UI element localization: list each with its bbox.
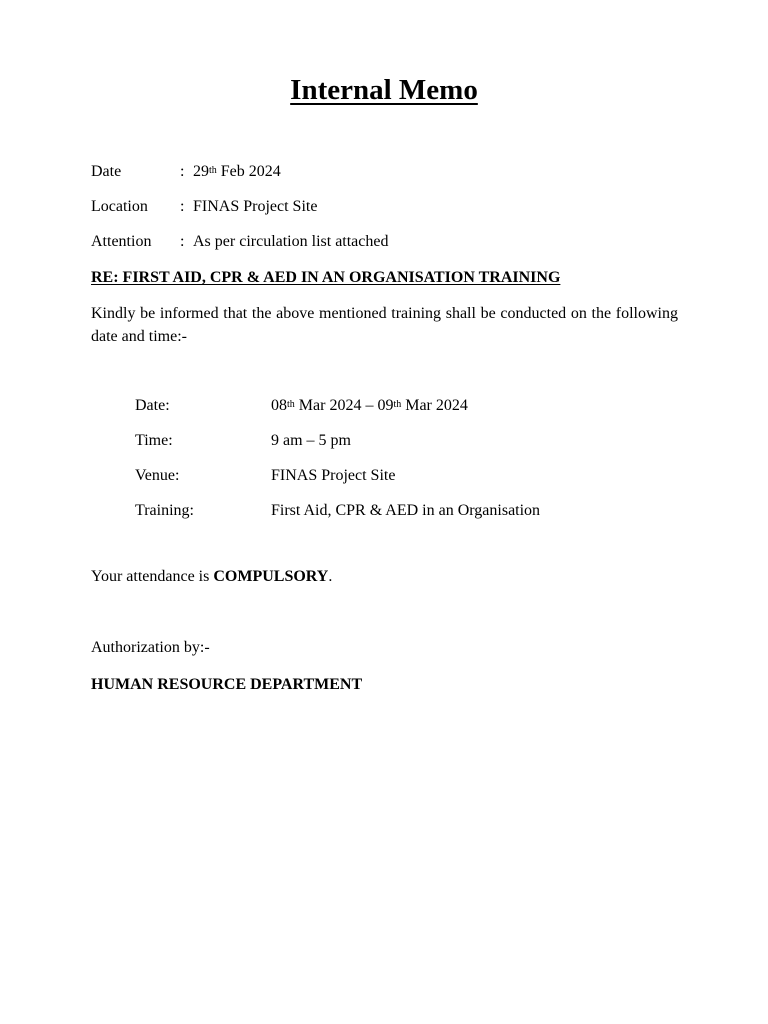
- detail-date-end-rest: Mar 2024: [401, 397, 468, 414]
- detail-venue-label: Venue:: [135, 467, 180, 484]
- detail-venue-value: FINAS Project Site: [271, 467, 396, 484]
- date-rest: Feb 2024: [216, 163, 281, 180]
- memo-title: Internal Memo: [290, 74, 478, 106]
- location-value: FINAS Project Site: [193, 198, 318, 215]
- detail-date-end-suffix: th: [393, 399, 402, 410]
- attendance-prefix: Your attendance is: [91, 568, 214, 585]
- detail-date-middle: Mar 2024 – 09: [294, 397, 394, 414]
- memo-subject: RE: FIRST AID, CPR & AED IN AN ORGANISATION TRAINING: [91, 269, 561, 286]
- location-colon: :: [180, 198, 185, 215]
- detail-training-label: Training:: [135, 502, 194, 519]
- detail-date-start-day: 08: [271, 397, 287, 414]
- attendance-line: [91, 568, 332, 586]
- attendance-suffix: .: [328, 568, 333, 585]
- date-day: 29: [193, 163, 209, 180]
- date-colon: :: [180, 163, 185, 180]
- detail-time-value: 9 am – 5 pm: [271, 432, 351, 449]
- attention-value: As per circulation list attached: [193, 233, 389, 250]
- detail-date-start-suffix: th: [287, 399, 295, 410]
- attention-label: Attention: [91, 233, 152, 250]
- attention-colon: :: [180, 233, 185, 250]
- intro-paragraph: Kindly be informed that the above mentioned training shall be conducted on the following date and time:-: [91, 305, 678, 345]
- date-suffix: th: [209, 165, 217, 176]
- location-label: Location: [91, 198, 148, 215]
- detail-date-value: [271, 395, 468, 417]
- attendance-emphasis: COMPULSORY: [213, 568, 329, 585]
- authorization-line: Authorization by:-: [91, 639, 210, 656]
- date-value: [193, 161, 281, 183]
- date-label: Date: [91, 163, 122, 180]
- detail-date-label: Date:: [135, 397, 170, 414]
- department-name: HUMAN RESOURCE DEPARTMENT: [91, 676, 363, 693]
- detail-time-label: Time:: [135, 432, 173, 449]
- detail-training-value: First Aid, CPR & AED in an Organisation: [271, 502, 541, 519]
